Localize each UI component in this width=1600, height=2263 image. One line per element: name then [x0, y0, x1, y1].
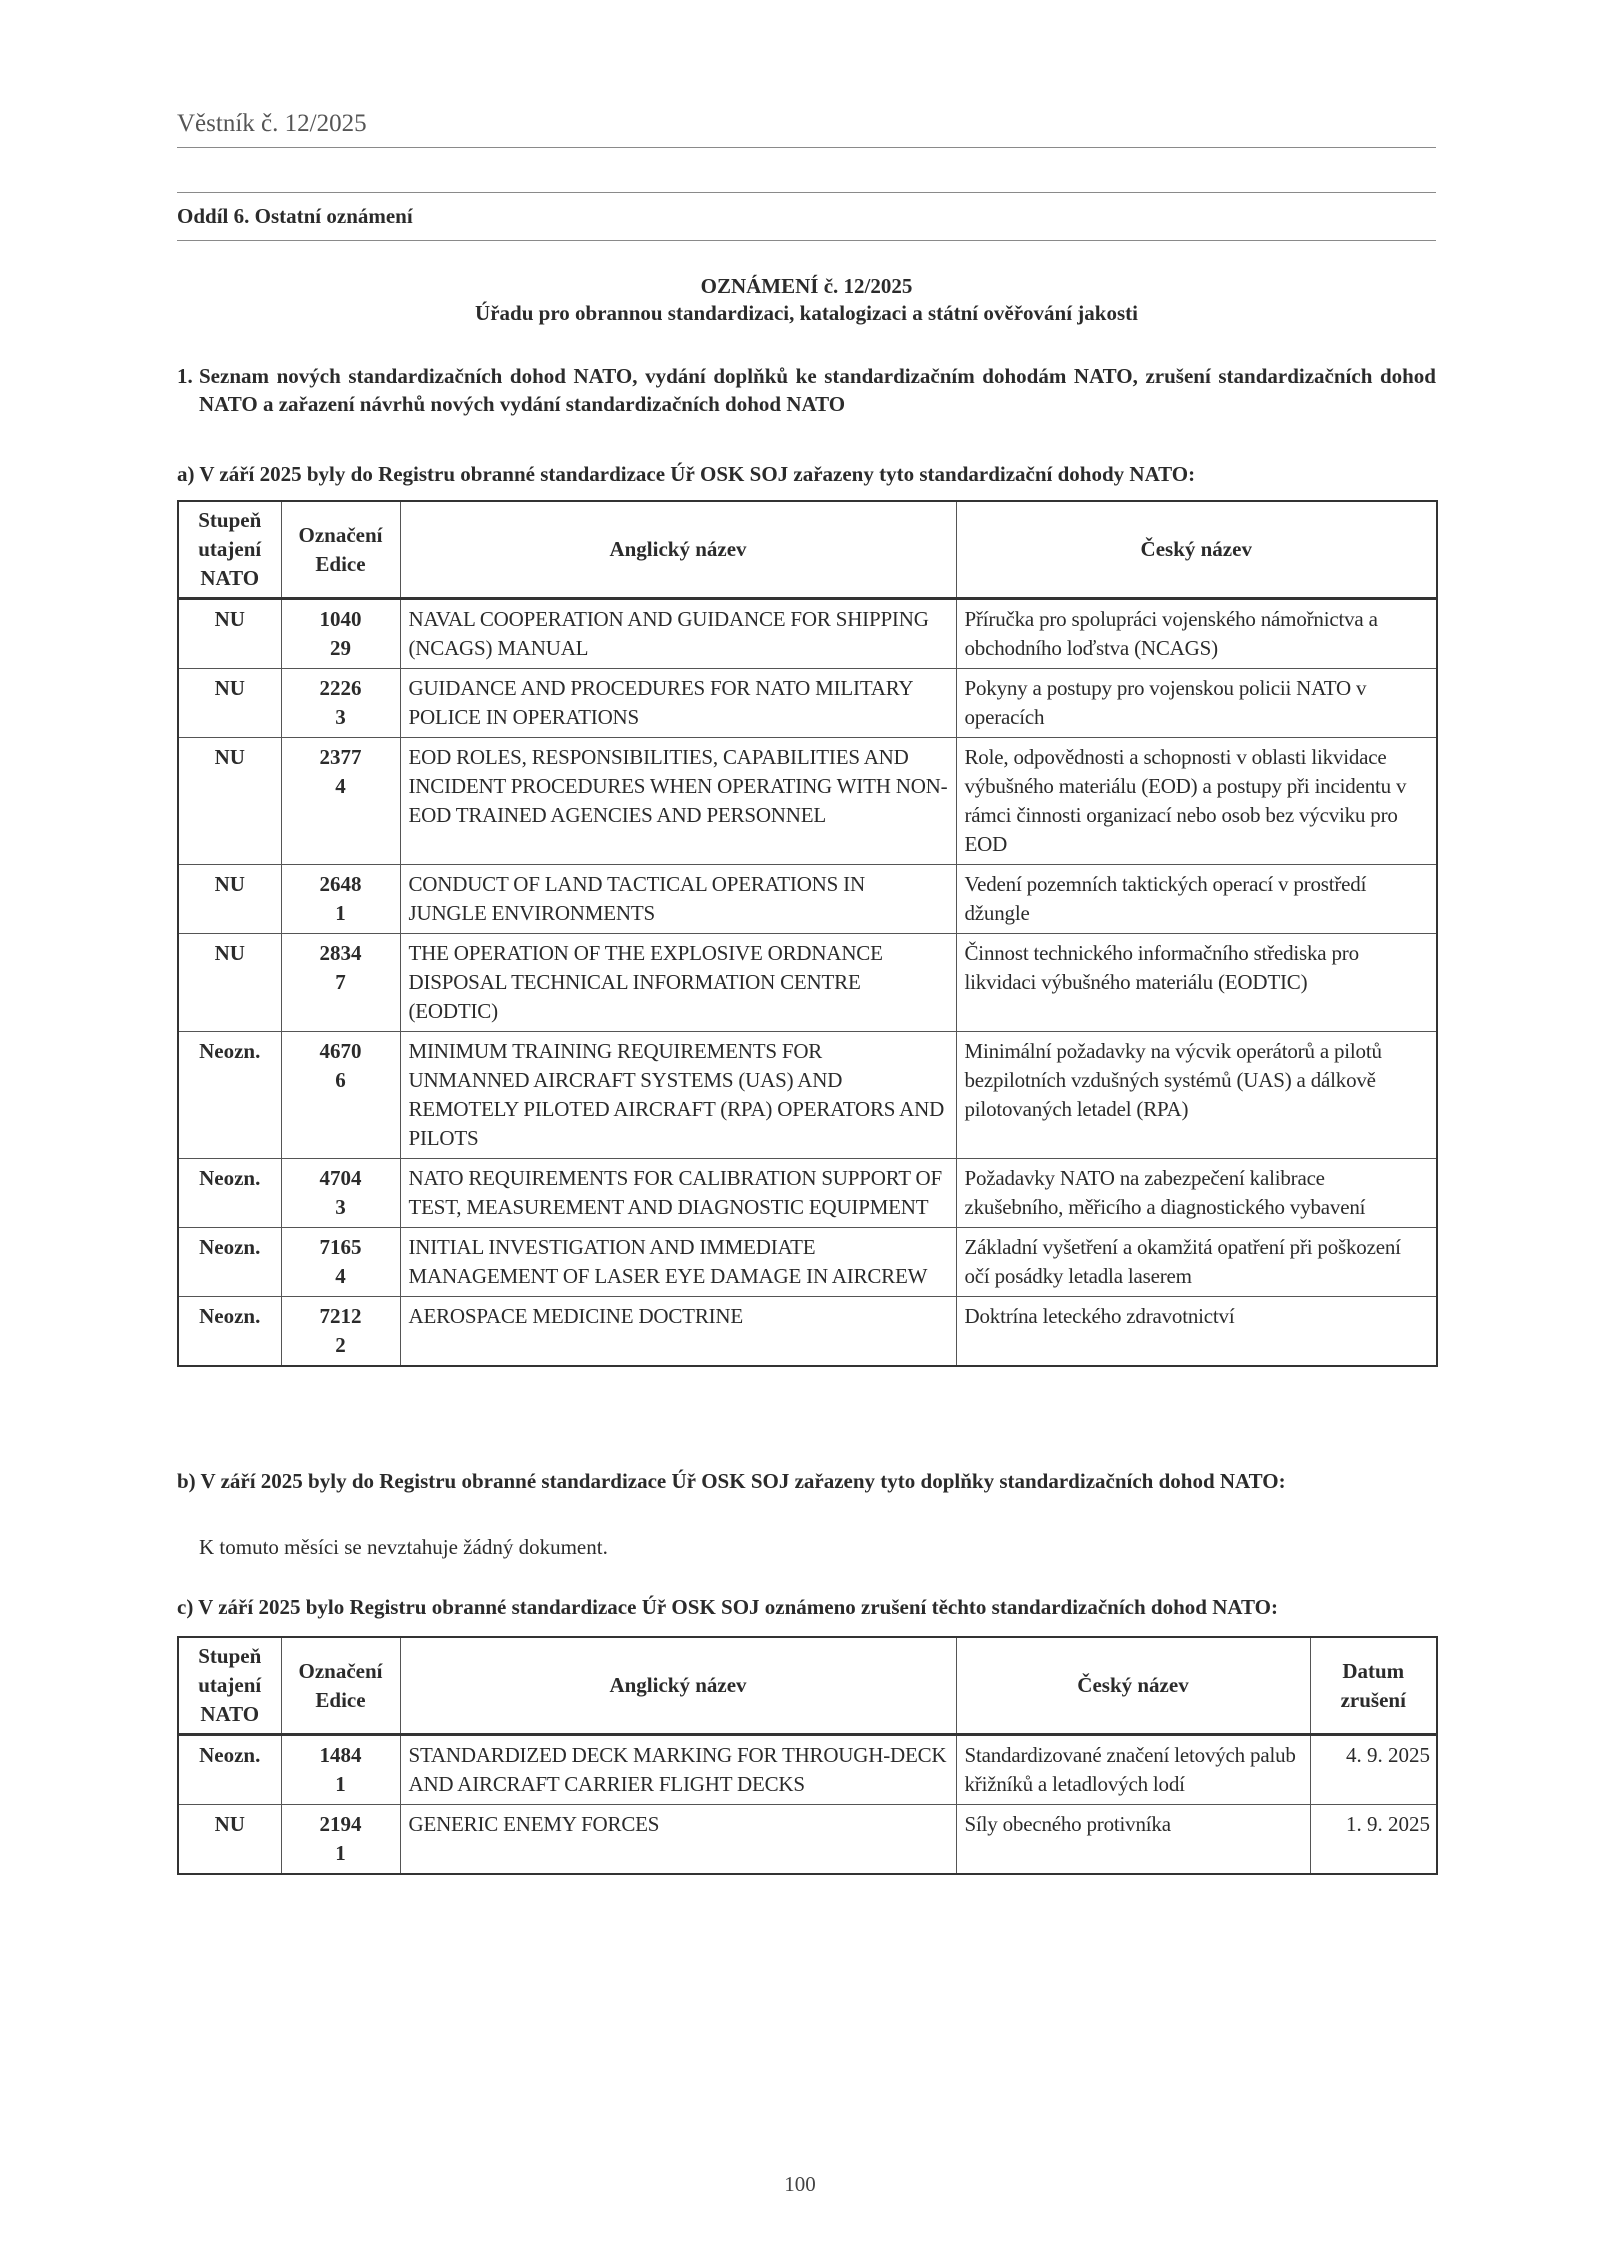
table-row [178, 1805, 1437, 1875]
section-a-heading: a) V září 2025 byly do Registru obranné standardizace Úř OSK SOJ zařazeny tyto standardizační dohody NATO: [177, 462, 1196, 486]
divider [177, 192, 1436, 193]
czech-title: Síly obecného protivníka [956, 1805, 1310, 1875]
section-b-heading: b) V září 2025 byly do Registru obranné standardizace Úř OSK SOJ zařazeny tyto doplňky standardizačních dohod NATO: [177, 1469, 1286, 1493]
stanag-number-edition [281, 669, 400, 738]
section-title: Oddíl 6. Ostatní oznámení [177, 204, 413, 228]
stanag-number: 2194 [319, 1812, 362, 1836]
table-row [178, 1735, 1437, 1805]
page-number: 100 [784, 2172, 816, 2196]
col-header-english: Anglický název [400, 501, 956, 599]
english-title: GUIDANCE AND PROCEDURES FOR NATO MILITARY POLICE IN OPERATIONS [400, 669, 956, 738]
col-header-level: Stupeň utajení NATO [178, 1637, 281, 1735]
english-title: NAVAL COOPERATION AND GUIDANCE FOR SHIPPING (NCAGS) MANUAL [400, 599, 956, 669]
table-row [178, 1228, 1437, 1297]
edition: 2 [335, 1333, 346, 1357]
edition: 1 [335, 1841, 346, 1865]
section-c-heading: c) V září 2025 bylo Registru obranné standardizace Úř OSK SOJ oznámeno zrušení těchto standardizačních dohod NATO: [177, 1595, 1278, 1619]
classification-level: NU [178, 934, 281, 1032]
edition: 3 [335, 705, 346, 729]
czech-title: Role, odpovědnosti a schopnosti v oblasti likvidace výbušného materiálu (EOD) a postupy při incidentu v rámci činnosti organizací nebo osob bez výcviku pro EOD [956, 738, 1437, 865]
stanag-number-edition [281, 1228, 400, 1297]
col-header-czech: Český název [956, 501, 1437, 599]
english-title: MINIMUM TRAINING REQUIREMENTS FOR UNMANNED AIRCRAFT SYSTEMS (UAS) AND REMOTELY PILOTED AIRCRAFT (RPA) OPERATORS AND PILOTS [400, 1032, 956, 1159]
table-row [178, 865, 1437, 934]
english-title: EOD ROLES, RESPONSIBILITIES, CAPABILITIES AND INCIDENT PROCEDURES WHEN OPERATING WITH NON-EOD TRAINED AGENCIES AND PERSONNEL [400, 738, 956, 865]
stanag-number: 2648 [319, 872, 362, 896]
stanag-number: 4670 [319, 1039, 362, 1063]
edition: 29 [330, 636, 351, 660]
classification-level: Neozn. [178, 1735, 281, 1805]
edition: 4 [335, 774, 346, 798]
table-row [178, 599, 1437, 669]
czech-title: Základní vyšetření a okamžitá opatření při poškození očí posádky letadla laserem [956, 1228, 1437, 1297]
section-b-note: K tomuto měsíci se nevztahuje žádný dokument. [199, 1535, 608, 1559]
table-cancelled-stanags [177, 1636, 1438, 1875]
czech-title: Činnost technického informačního střediska pro likvidaci výbušného materiálu (EODTIC) [956, 934, 1437, 1032]
stanag-number: 4704 [319, 1166, 362, 1190]
stanag-number: 7212 [319, 1304, 362, 1328]
stanag-number-edition [281, 599, 400, 669]
stanag-number: 2226 [319, 676, 362, 700]
table-row [178, 934, 1437, 1032]
czech-title: Doktrína leteckého zdravotnictví [956, 1297, 1437, 1367]
cancellation-date: 1. 9. 2025 [1310, 1805, 1437, 1875]
table-row [178, 1032, 1437, 1159]
col-header-level: Stupeň utajení NATO [178, 501, 281, 599]
czech-title: Pokyny a postupy pro vojenskou policii NATO v operacích [956, 669, 1437, 738]
classification-level: NU [178, 599, 281, 669]
stanag-number-edition [281, 1297, 400, 1367]
czech-title: Vedení pozemních taktických operací v prostředí džungle [956, 865, 1437, 934]
edition: 1 [335, 901, 346, 925]
english-title: NATO REQUIREMENTS FOR CALIBRATION SUPPORT OF TEST, MEASUREMENT AND DIAGNOSTIC EQUIPMENT [400, 1159, 956, 1228]
table-row [178, 669, 1437, 738]
stanag-number: 2834 [319, 941, 362, 965]
classification-level: NU [178, 865, 281, 934]
english-title: CONDUCT OF LAND TACTICAL OPERATIONS IN JUNGLE ENVIRONMENTS [400, 865, 956, 934]
col-header-czech: Český název [956, 1637, 1310, 1735]
stanag-number: 2377 [319, 745, 362, 769]
divider [177, 147, 1436, 148]
journal-header: Věstník č. 12/2025 [177, 110, 367, 137]
edition: 1 [335, 1772, 346, 1796]
stanag-number-edition [281, 1805, 400, 1875]
english-title: STANDARDIZED DECK MARKING FOR THROUGH-DECK AND AIRCRAFT CARRIER FLIGHT DECKS [400, 1735, 956, 1805]
stanag-number: 1484 [319, 1743, 362, 1767]
classification-level: NU [178, 1805, 281, 1875]
col-header-number: Označení Edice [281, 1637, 400, 1735]
czech-title: Minimální požadavky na výcvik operátorů a pilotů bezpilotních vzdušných systémů (UAS) a dálkově pilotovaných letadel (RPA) [956, 1032, 1437, 1159]
stanag-number: 1040 [319, 607, 362, 631]
stanag-number-edition [281, 1032, 400, 1159]
edition: 3 [335, 1195, 346, 1219]
stanag-number-edition [281, 738, 400, 865]
stanag-number-edition [281, 1735, 400, 1805]
classification-level: Neozn. [178, 1297, 281, 1367]
item-1-number: 1. [177, 364, 193, 388]
classification-level: Neozn. [178, 1228, 281, 1297]
stanag-number-edition [281, 1159, 400, 1228]
classification-level: NU [178, 738, 281, 865]
english-title: AEROSPACE MEDICINE DOCTRINE [400, 1297, 956, 1367]
table-row [178, 738, 1437, 865]
classification-level: NU [178, 669, 281, 738]
czech-title: Standardizované značení letových palub křižníků a letadlových lodí [956, 1735, 1310, 1805]
divider [177, 240, 1436, 241]
table-row [178, 1159, 1437, 1228]
stanag-number-edition [281, 934, 400, 1032]
notice-subtitle: Úřadu pro obrannou standardizaci, katalogizaci a státní ověřování jakosti [475, 301, 1138, 325]
edition: 4 [335, 1264, 346, 1288]
stanag-number: 7165 [319, 1235, 362, 1259]
english-title: GENERIC ENEMY FORCES [400, 1805, 956, 1875]
english-title: THE OPERATION OF THE EXPLOSIVE ORDNANCE DISPOSAL TECHNICAL INFORMATION CENTRE (EODTIC) [400, 934, 956, 1032]
stanag-number-edition [281, 865, 400, 934]
classification-level: Neozn. [178, 1032, 281, 1159]
cancellation-date: 4. 9. 2025 [1310, 1735, 1437, 1805]
table-row [178, 1297, 1437, 1367]
english-title: INITIAL INVESTIGATION AND IMMEDIATE MANAGEMENT OF LASER EYE DAMAGE IN AIRCREW [400, 1228, 956, 1297]
classification-level: Neozn. [178, 1159, 281, 1228]
item-1 [177, 362, 1436, 418]
edition: 6 [335, 1068, 346, 1092]
czech-title: Příručka pro spolupráci vojenského námořnictva a obchodního loďstva (NCAGS) [956, 599, 1437, 669]
notice-title: OZNÁMENÍ č. 12/2025 [700, 274, 913, 298]
item-1-text: Seznam nových standardizačních dohod NATO, vydání doplňků ke standardizačním dohodám NATO, zrušení standardizačních dohod NATO a zařazení návrhů nových vydání standardizačních dohod NATO [199, 364, 1436, 416]
col-header-number: Označení Edice [281, 501, 400, 599]
edition: 7 [335, 970, 346, 994]
czech-title: Požadavky NATO na zabezpečení kalibrace zkušebního, měřicího a diagnostického vybavení [956, 1159, 1437, 1228]
col-header-english: Anglický název [400, 1637, 956, 1735]
table-new-stanags [177, 500, 1438, 1367]
col-header-date: Datum zrušení [1310, 1637, 1437, 1735]
